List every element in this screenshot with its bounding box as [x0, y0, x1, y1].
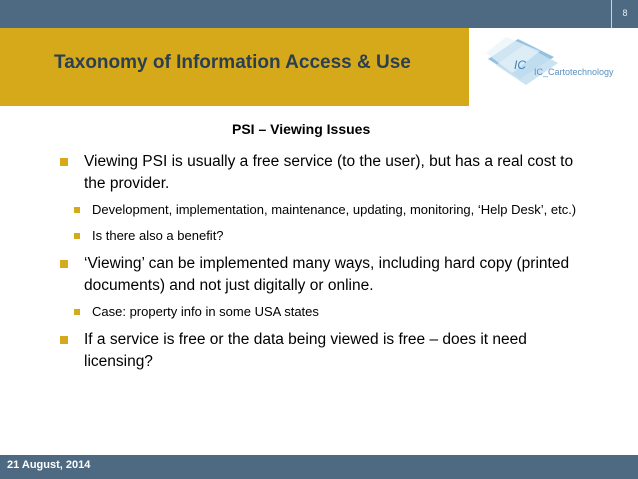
- bullet-square-icon: [74, 233, 80, 239]
- page-number: 8: [611, 0, 638, 28]
- bullet-square-icon: [74, 207, 80, 213]
- logo: [484, 35, 634, 101]
- bullet-square-icon: [60, 158, 68, 166]
- slide-subtitle: PSI – Viewing Issues: [232, 121, 371, 137]
- bottom-bar: [0, 455, 638, 479]
- bullet-text: Case: property info in some USA states: [92, 304, 319, 319]
- bullet-text: If a service is free or the data being viewed is free – does it need licensing?: [84, 331, 527, 370]
- bullet-text: ‘Viewing’ can be implemented many ways, including hard copy (printed documents) and not just digitally or online.: [84, 255, 570, 294]
- bullet-square-icon: [74, 309, 80, 315]
- bullet-list: [56, 151, 596, 379]
- footer-date: 21 August, 2014: [7, 459, 91, 471]
- bullet-square-icon: [60, 336, 68, 344]
- top-bar: [0, 0, 638, 28]
- logo-text: IC_Cartotechnology: [534, 67, 614, 77]
- bullet-item: [56, 151, 596, 195]
- bullet-item: [56, 253, 596, 297]
- logo-mark: IC: [514, 58, 526, 72]
- bullet-text: Viewing PSI is usually a free service (to the user), but has a real cost to the provider.: [84, 153, 574, 192]
- bullet-text: Is there also a benefit?: [92, 228, 224, 243]
- bullet-item: [56, 329, 596, 373]
- slide-title: Taxonomy of Information Access & Use: [54, 52, 411, 73]
- sub-bullet-item: [56, 201, 596, 219]
- sub-bullet-item: [56, 227, 596, 245]
- bullet-square-icon: [60, 260, 68, 268]
- bullet-text: Development, implementation, maintenance, updating, monitoring, ‘Help Desk’, etc.): [92, 202, 577, 217]
- sub-bullet-item: [56, 303, 596, 321]
